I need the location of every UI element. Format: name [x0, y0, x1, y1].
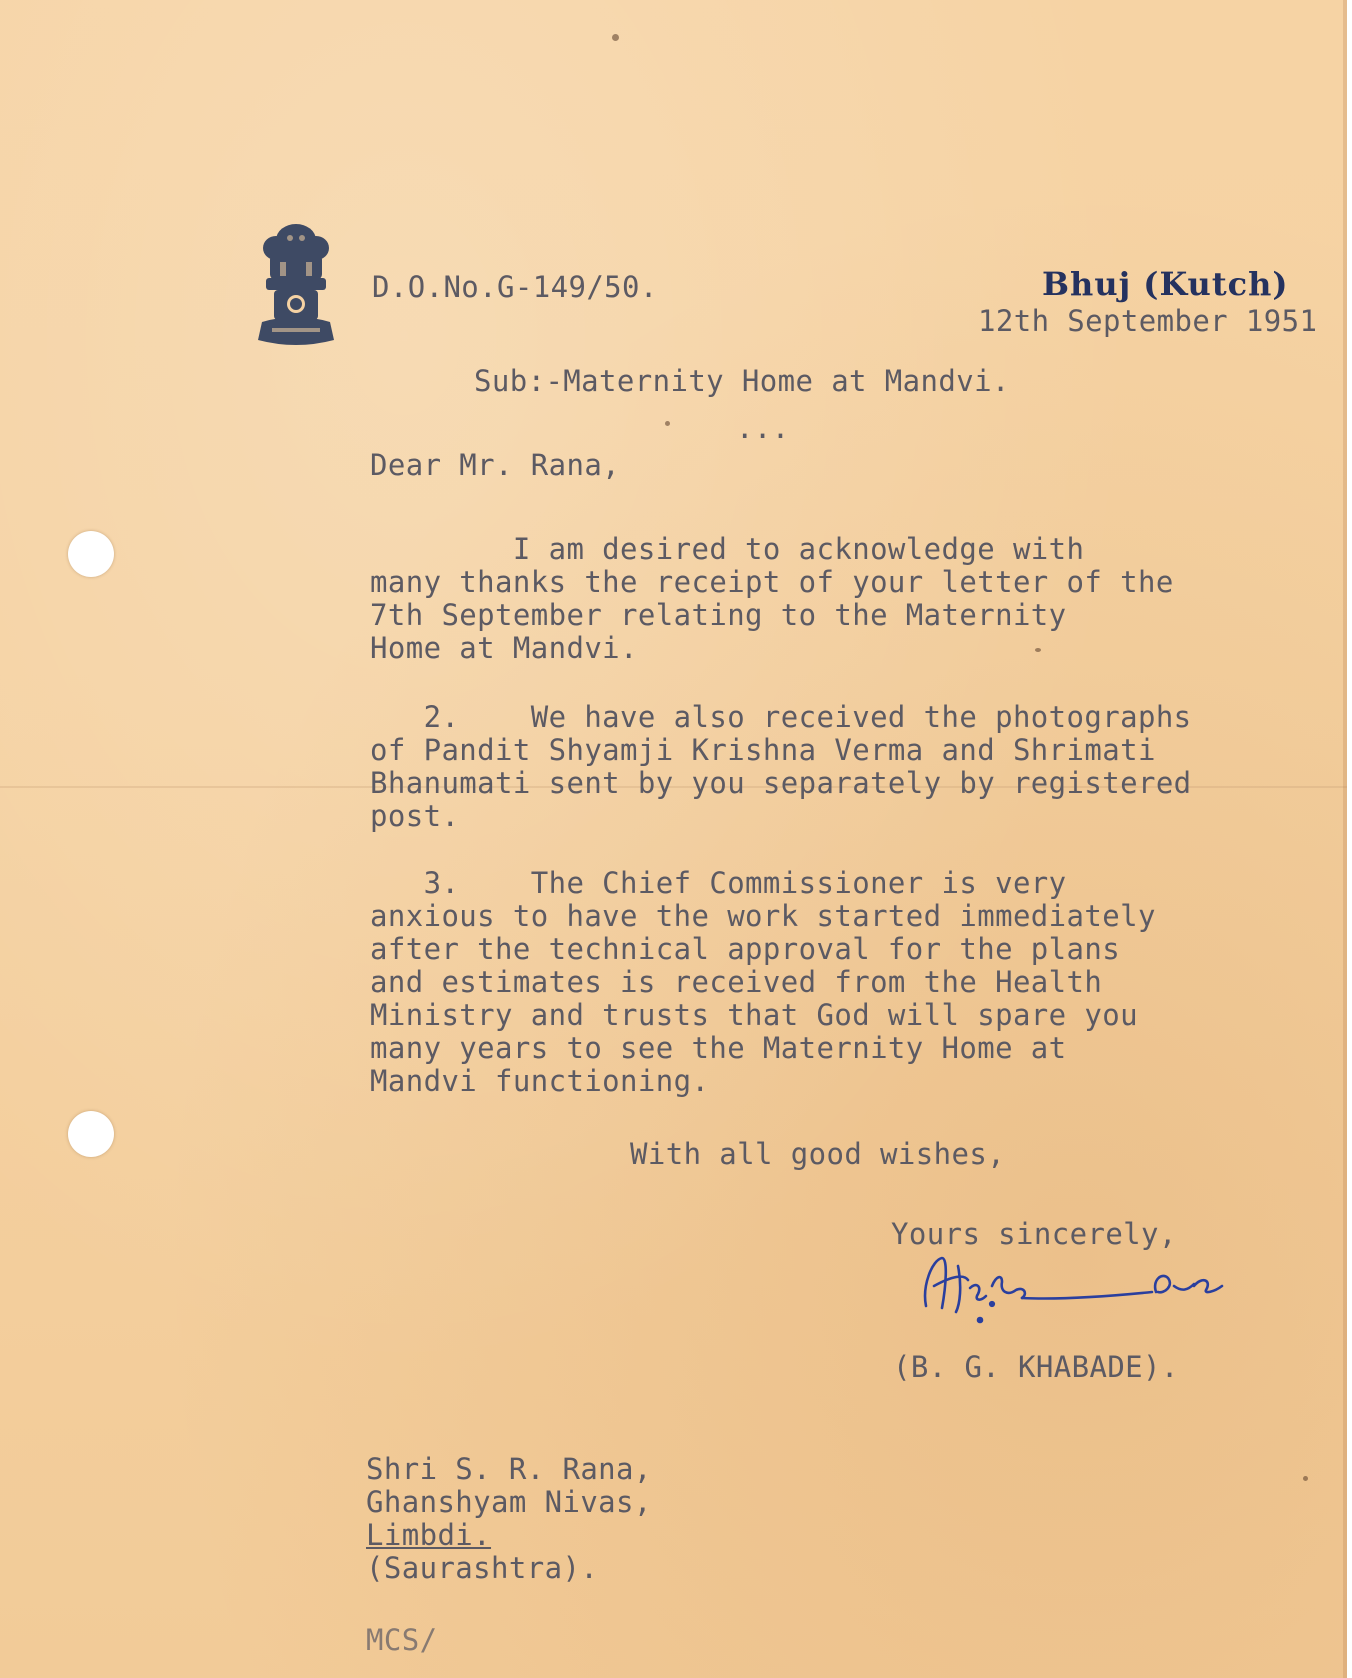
letter-date: 12th September 1951 [978, 304, 1318, 338]
ink-speck [1303, 1476, 1308, 1481]
addressee-town: Limbdi. [366, 1518, 492, 1552]
separator-dots: ... [736, 411, 790, 445]
lion-capital-emblem-icon [252, 218, 340, 348]
signatory-name: (B. G. KHABADE). [893, 1350, 1179, 1384]
paragraph-line: I am desired to acknowledge with [370, 532, 1085, 566]
addressee-building: Ghanshyam Nivas, [366, 1485, 652, 1519]
handwritten-signature [912, 1246, 1292, 1336]
reference-number: D.O.No.G-149/50. [372, 270, 658, 304]
paragraph-line: many years to see the Maternity Home at [370, 1031, 1067, 1065]
place-stamp: Bhuj (Kutch) [1042, 265, 1289, 303]
ink-speck [665, 421, 670, 426]
paragraph-line: Bhanumati sent by you separately by registered [370, 766, 1192, 800]
paragraph-line: 7th September relating to the Maternity [370, 598, 1067, 632]
paragraph-line: anxious to have the work started immediately [370, 899, 1156, 933]
paragraph-line: after the technical approval for the plans [370, 932, 1121, 966]
closing-wish: With all good wishes, [630, 1137, 1006, 1171]
paragraph-line: of Pandit Shyamji Krishna Verma and Shrimati [370, 733, 1156, 767]
punch-hole-bottom [68, 1111, 114, 1157]
punch-hole-top [68, 531, 114, 577]
addressee-state: (Saurashtra). [366, 1551, 599, 1585]
paper-edge [1343, 0, 1347, 1678]
paragraph-line: and estimates is received from the Health [370, 965, 1103, 999]
addressee-name: Shri S. R. Rana, [366, 1452, 652, 1486]
paragraph-line: post. [370, 799, 460, 833]
subject-line: Sub:-Maternity Home at Mandvi. [474, 364, 1010, 398]
paragraph-line: 3. The Chief Commissioner is very [370, 866, 1067, 900]
typist-initials: MCS/ [366, 1623, 438, 1657]
closing-phrase: Yours sincerely, [891, 1217, 1177, 1251]
paragraph-line: Home at Mandvi. [370, 631, 638, 665]
salutation: Dear Mr. Rana, [370, 448, 621, 482]
paragraph-line: Ministry and trusts that God will spare you [370, 998, 1138, 1032]
paragraph-line: 2. We have also received the photographs [370, 700, 1192, 734]
paragraph-line: many thanks the receipt of your letter of the [370, 565, 1174, 599]
ink-speck [1035, 648, 1041, 652]
ink-speck [612, 34, 619, 41]
paragraph-line: Mandvi functioning. [370, 1064, 710, 1098]
